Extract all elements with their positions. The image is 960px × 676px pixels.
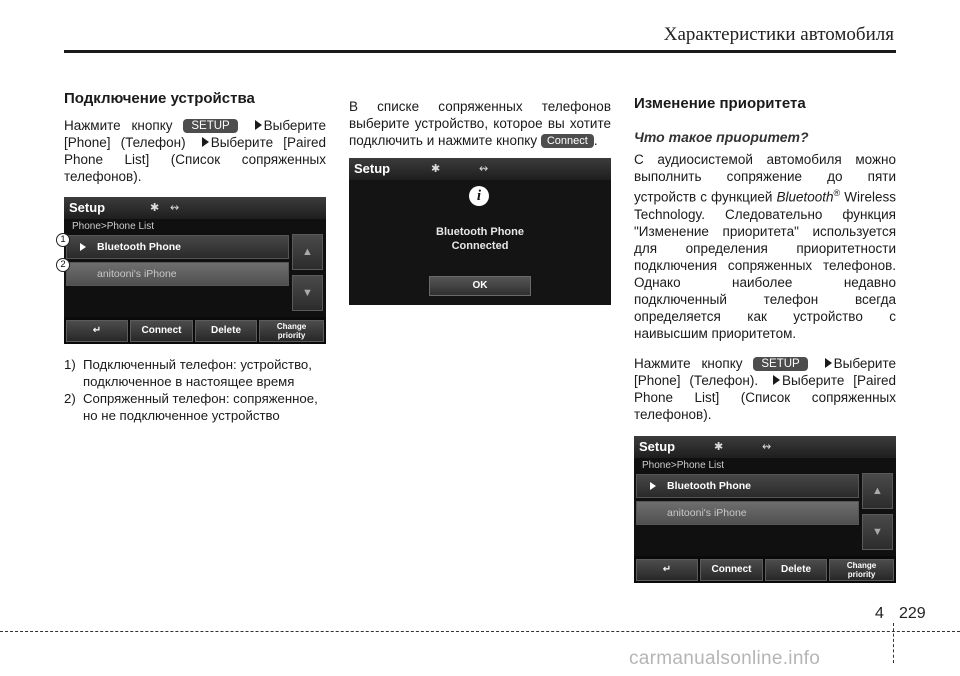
text: [Phone] (Телефон) [64, 135, 186, 150]
chapter-number: 4 [875, 605, 884, 622]
item-text: Сопряженный телефон: сопряженное, но не подключенное устройство [83, 391, 318, 423]
screen-title-bar [64, 197, 326, 219]
text: Нажмите кнопку [634, 355, 743, 371]
middle-column [349, 98, 611, 305]
button-label: priority [277, 331, 306, 340]
list-item-iphone[interactable] [636, 501, 859, 525]
paragraph-priority-steps [634, 355, 896, 423]
info-icon: i [469, 186, 489, 206]
screen-title-bar [634, 436, 896, 458]
connected-screen [349, 158, 611, 305]
list-item [64, 356, 326, 390]
bluetooth-icon: ✱ [431, 163, 441, 175]
ok-button[interactable]: OK [429, 276, 531, 296]
delete-button[interactable]: Delete [765, 559, 827, 581]
back-button[interactable]: ↵ [66, 320, 128, 342]
callout-2: 2 [56, 258, 70, 272]
footer-rule [0, 631, 960, 632]
delete-button[interactable]: Delete [195, 320, 257, 342]
connect-inline-button: Connect [541, 134, 594, 148]
text: Нажмите кнопку [64, 118, 173, 133]
setup-button: SETUP [753, 357, 807, 371]
play-icon [80, 243, 86, 251]
phone-list-screen-2 [634, 436, 896, 583]
popup-message-line1: Bluetooth Phone [436, 226, 524, 238]
text: . [593, 133, 598, 148]
screen-title: Setup [69, 200, 106, 215]
back-button[interactable]: ↵ [636, 559, 698, 581]
button-label: Change [276, 322, 307, 331]
item-number: 2) [64, 391, 76, 406]
screen-title: Setup [639, 438, 676, 454]
footer-divider [893, 623, 894, 663]
list-item [64, 390, 326, 424]
connect-button[interactable]: Connect [130, 320, 193, 342]
arrow-right-icon [825, 358, 832, 368]
screen-title-bar [349, 158, 611, 180]
arrow-right-icon [202, 137, 209, 147]
brand-text: Bluetooth [776, 189, 834, 205]
screen-title: Setup [354, 161, 391, 176]
callout-1: 1 [56, 233, 70, 247]
phone-list-screen [64, 197, 326, 344]
setup-button: SETUP [183, 119, 237, 133]
section-heading-connect: Подключение устройства [64, 90, 255, 107]
scroll-down-button[interactable]: ▼ [292, 275, 323, 311]
section-heading-priority: Изменение приоритета [634, 95, 806, 112]
watermark: carmanualsonline.info [629, 648, 821, 669]
list-item-bluetooth-phone[interactable] [636, 474, 859, 498]
text: Выберите [Paired Phone List] (Список сопряженных телефонов). [634, 372, 896, 422]
item-text: Подключенный телефон: устройство, подключенное в настоящее время [83, 357, 312, 389]
list-item-bluetooth-phone[interactable] [66, 235, 289, 259]
list-item-label: Bluetooth Phone [667, 479, 751, 492]
header-rule [64, 50, 896, 53]
text: [Phone] (Телефон). [634, 372, 759, 388]
legend-list [64, 356, 326, 424]
list-item-iphone[interactable] [66, 262, 289, 286]
popup-message-line2: Connected [451, 240, 509, 252]
item-number: 1) [64, 357, 76, 372]
play-icon [650, 482, 656, 490]
text: Выберите [Paired Phone List] (Список сопряженных телефонов). [64, 135, 326, 184]
page-header-title: Характеристики автомобиля [663, 24, 894, 45]
screen-button-bar [634, 556, 896, 583]
button-label: priority [847, 569, 876, 579]
text: Выберите [833, 355, 896, 371]
change-priority-button[interactable] [259, 320, 324, 342]
text: Wireless Technology. Следовательно функция "Изменение приоритета" используется для определения приоритетности подключения сопряженных телефонов. Однако наиболее недавно подключенный телефон всегда определяется как устройство с наивысшим приоритетом. [634, 189, 896, 341]
subheading-what-is-priority: Что такое приоритет? [634, 129, 809, 145]
text: Выберите [263, 118, 326, 133]
list-item-label: anitooni's iPhone [667, 506, 747, 519]
arrow-right-icon [773, 375, 780, 385]
usb-icon: ↭ [170, 202, 180, 214]
text: С аудиосистемой автомобиля можно выполнить сопряжение до пяти устройств с функцией [634, 152, 896, 205]
paragraph-priority-explanation [634, 151, 896, 342]
screen-breadcrumb: Phone>Phone List [72, 221, 155, 232]
paragraph-connect-steps [64, 117, 326, 185]
list-item-label: Bluetooth Phone [97, 241, 181, 253]
arrow-right-icon [255, 120, 262, 130]
paragraph-select-device [349, 98, 611, 149]
scroll-up-button[interactable]: ▲ [862, 473, 893, 509]
bluetooth-icon: ✱ [150, 202, 160, 214]
usb-icon: ↭ [479, 163, 489, 175]
change-priority-button[interactable] [829, 559, 894, 581]
screen-button-bar [64, 317, 326, 344]
registered-mark: ® [833, 188, 841, 198]
right-column [634, 95, 896, 583]
left-column [64, 90, 326, 424]
list-item-label: anitooni's iPhone [97, 268, 177, 280]
text: В списке сопряженных телефонов выберите устройство, которое вы хотите подключить и нажмите кнопку [349, 99, 611, 148]
scroll-up-button[interactable]: ▲ [292, 234, 323, 270]
bluetooth-icon: ✱ [714, 440, 724, 453]
connect-button[interactable]: Connect [700, 559, 763, 581]
page-number: 229 [899, 605, 926, 622]
usb-icon: ↭ [762, 440, 772, 453]
button-label: Change [846, 560, 877, 570]
scroll-down-button[interactable]: ▼ [862, 514, 893, 550]
screen-breadcrumb: Phone>Phone List [642, 459, 725, 471]
